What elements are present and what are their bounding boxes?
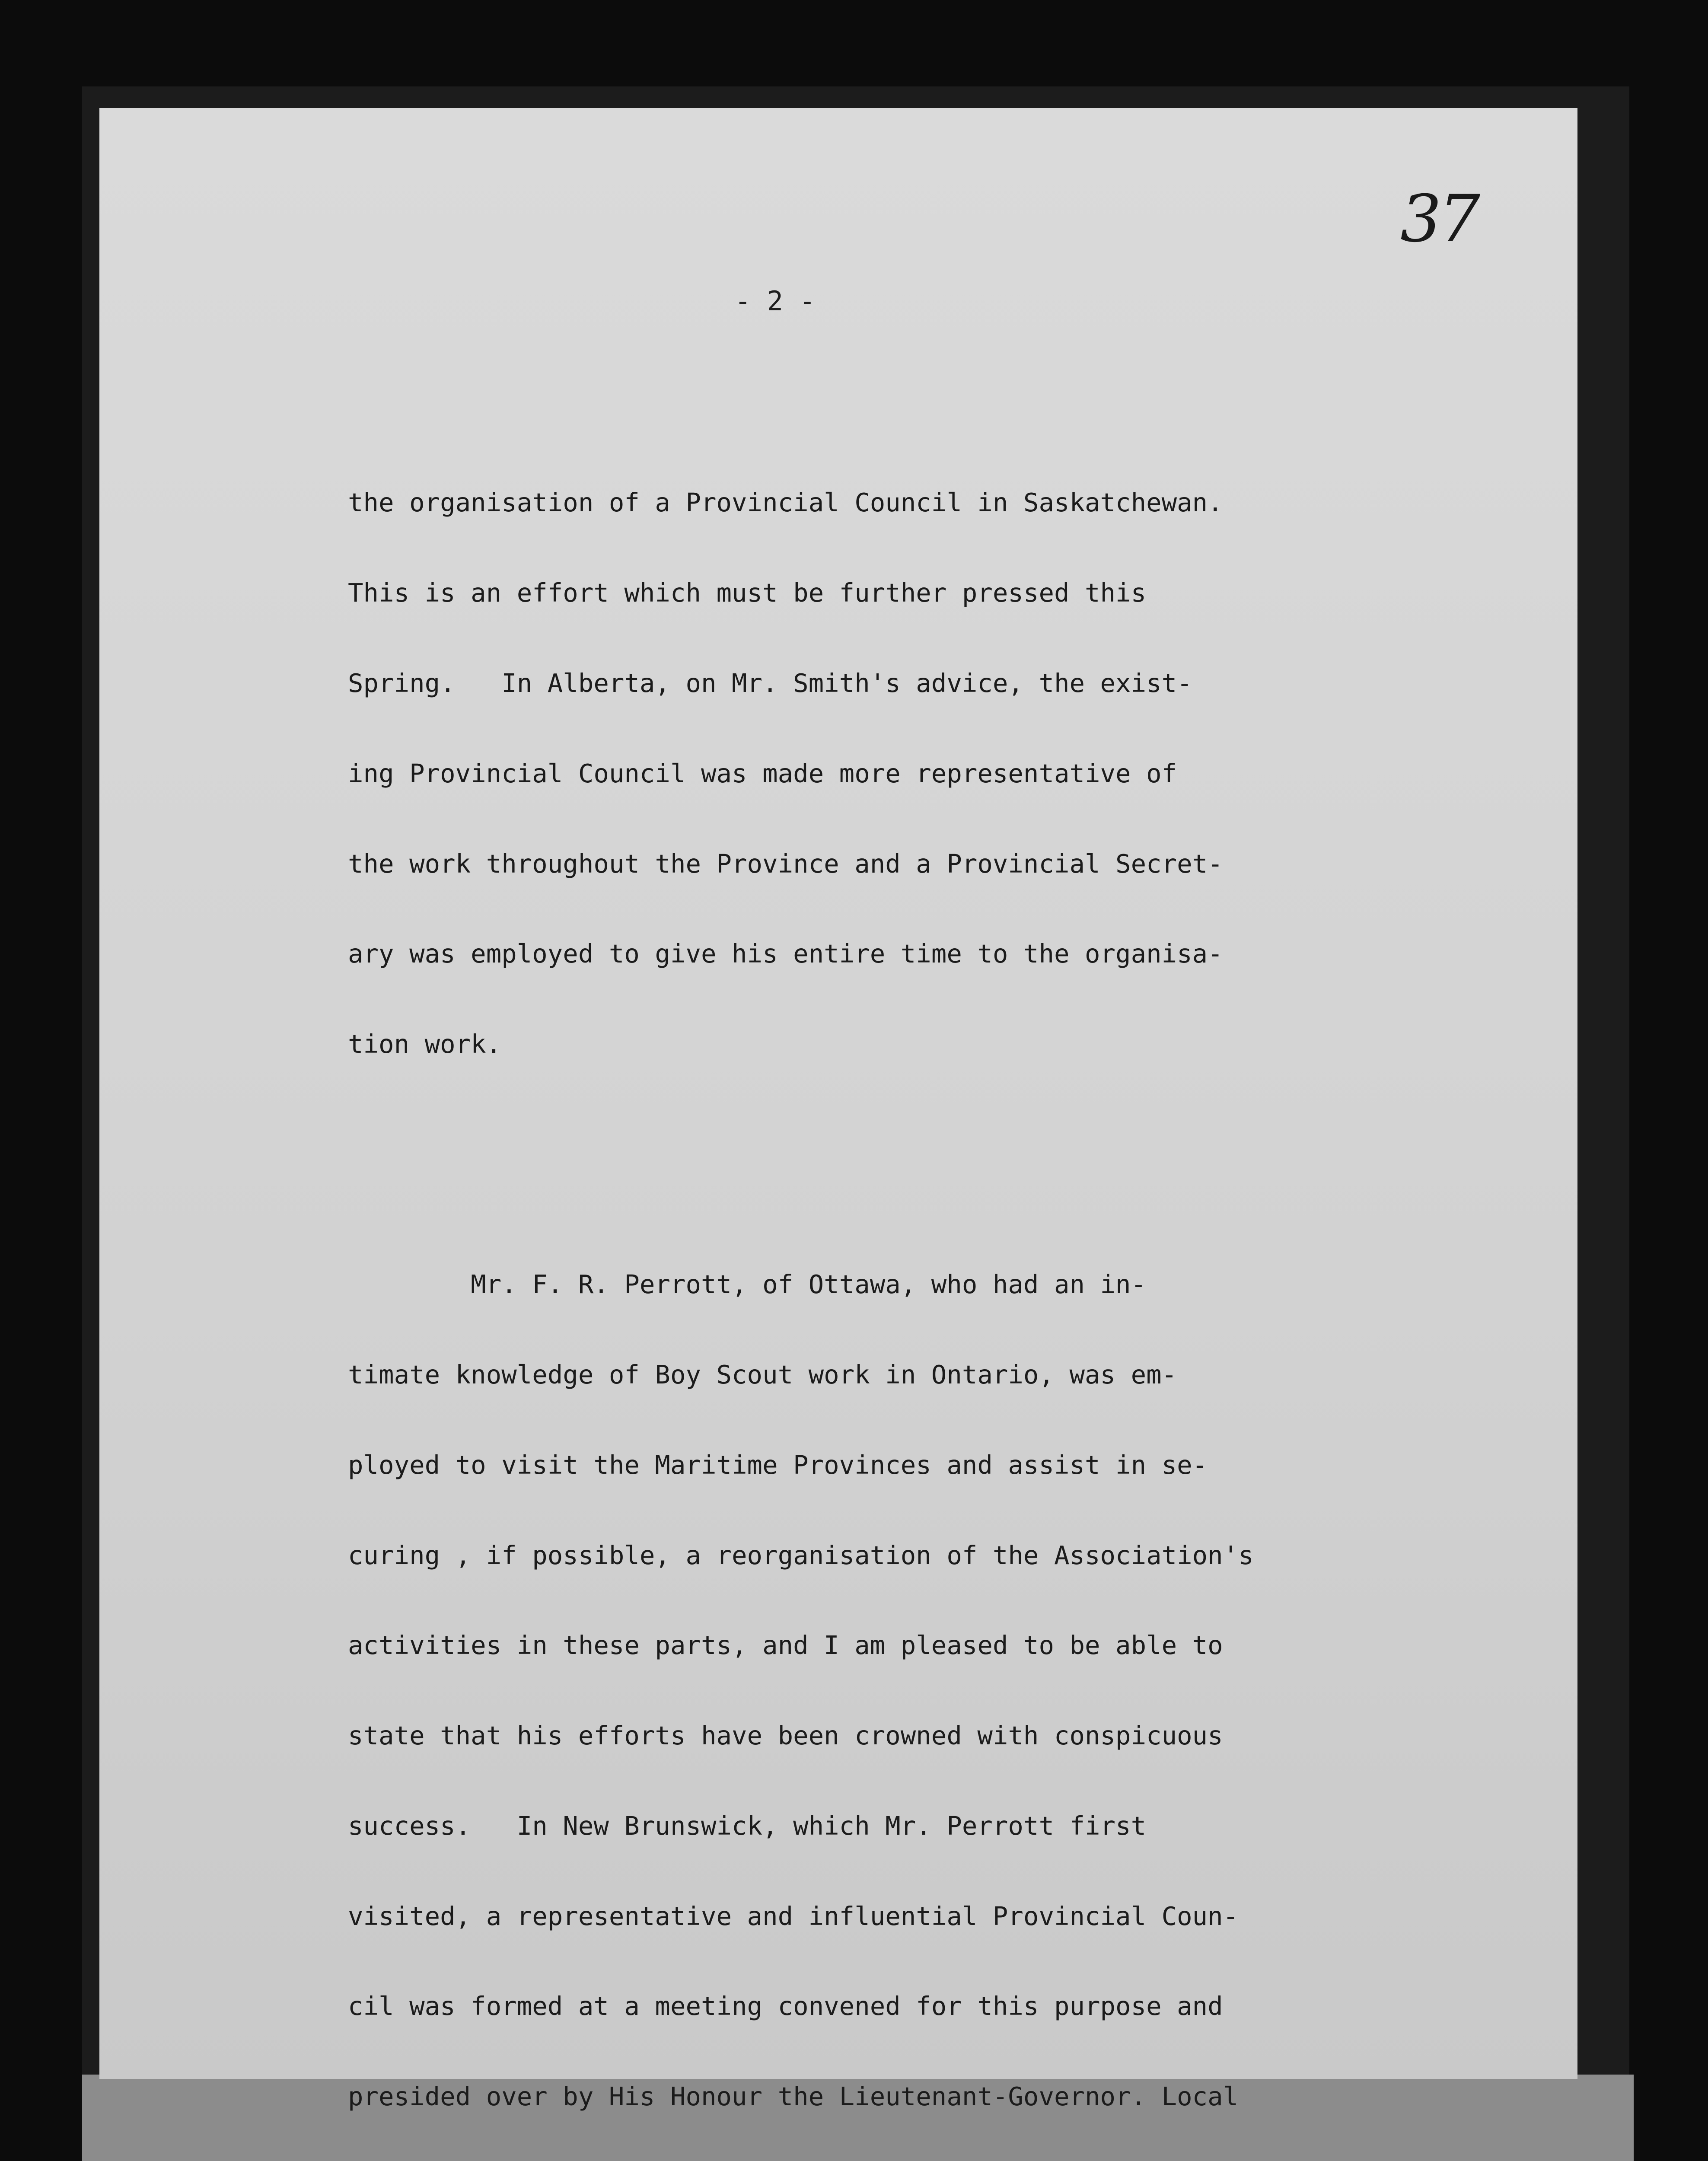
- text-line: activities in these parts, and I am pleased to be able to: [348, 1630, 1223, 1661]
- text-line: the organisation of a Provincial Council in Saskatchewan.: [348, 488, 1223, 518]
- text-line: Mr. F. R. Perrott, of Ottawa, who had an in-: [348, 1269, 1147, 1300]
- paragraph: [348, 1209, 1394, 2161]
- text-line: presided over by His Honour the Lieutenant-Governor. Local: [348, 2081, 1239, 2112]
- page-number: - 2 -: [735, 285, 816, 317]
- text-line: timate knowledge of Boy Scout work in Ontario, was em-: [348, 1360, 1177, 1390]
- document-body: [348, 367, 1394, 2161]
- text-line: tion work.: [348, 1029, 502, 1059]
- folio-number: 37: [1400, 182, 1478, 257]
- text-line: ing Provincial Council was made more representative of: [348, 758, 1177, 788]
- text-line: ary was employed to give his entire time to the organisa-: [348, 939, 1223, 969]
- text-line: curing , if possible, a reorganisation of the Association's: [348, 1540, 1254, 1570]
- text-line: Spring. In Alberta, on Mr. Smith's advice, the exist-: [348, 668, 1192, 698]
- text-line: This is an effort which must be further pressed this: [348, 578, 1147, 608]
- text-line: visited, a representative and influential Provincial Coun-: [348, 1901, 1239, 1931]
- paragraph: [348, 427, 1394, 1119]
- text-line: the work throughout the Province and a Provincial Secret-: [348, 848, 1223, 879]
- text-line: ployed to visit the Maritime Provinces and assist in se-: [348, 1450, 1208, 1480]
- text-line: state that his efforts have been crowned with conspicuous: [348, 1721, 1223, 1751]
- text-line: success. In New Brunswick, which Mr. Perrott first: [348, 1810, 1147, 1841]
- text-line: cil was formed at a meeting convened for this purpose and: [348, 1991, 1223, 2021]
